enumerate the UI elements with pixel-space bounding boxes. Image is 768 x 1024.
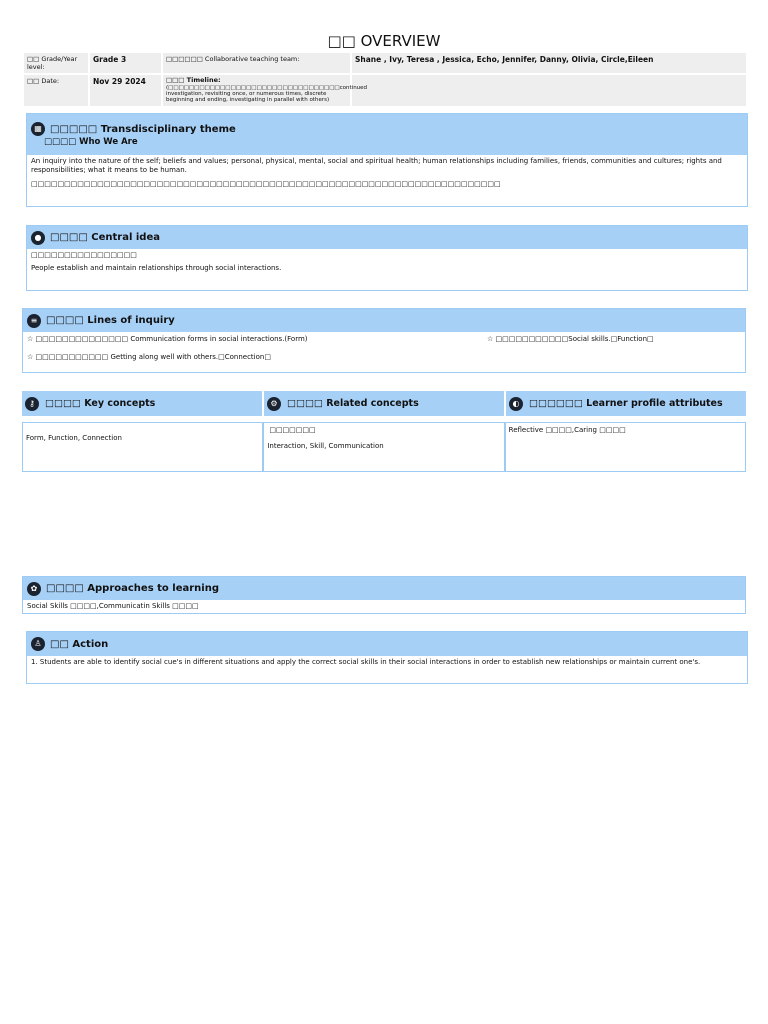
related-concepts-body xyxy=(263,422,504,472)
theme-text-en: An inquiry into the nature of the self; beliefs and values; personal, physical, mental, social and spiritual health; human relationships including families, friends, communities and cultures; rights and responsibilities; what it means to be human. xyxy=(31,157,722,175)
head-icon: ◐ xyxy=(509,397,523,411)
central-idea-zh: □□□□□□□□□□□□□□□□ xyxy=(31,251,137,259)
theme-header xyxy=(27,114,747,155)
timeline-value: (□□□□□□□□□□□□□□□□□□□□□□□□□□□□□□□□□continued investigation, revisiting once, or numerous times, discrete beginning and ending, investigating in parallel with others) xyxy=(166,84,368,104)
theme-subtitle: □□□□ Who We Are xyxy=(44,137,138,147)
lines-of-inquiry-section xyxy=(22,308,746,373)
central-idea-en: People establish and maintain relationships through social interactions. xyxy=(31,264,282,273)
key-concepts-title: □□□□ Key concepts xyxy=(45,398,156,409)
key-concepts-text: Form, Function, Connection xyxy=(26,434,122,442)
central-idea-title: □□□□ Central idea xyxy=(50,232,160,243)
related-concepts-header xyxy=(264,391,506,416)
related-concepts-title: □□□□ Related concepts xyxy=(287,398,419,409)
grade-label: □□ Grade/Year level: xyxy=(23,52,89,74)
page-title: □□ OVERVIEW xyxy=(327,32,441,50)
related-concepts-zh: □□□□□□□ xyxy=(269,426,316,434)
learner-profile-title: □□□□□□ Learner profile attributes xyxy=(529,398,723,409)
timeline-cell xyxy=(162,74,368,106)
unit-info-table xyxy=(22,51,748,108)
palette-icon: ✿ xyxy=(27,582,41,596)
team-label: □□□□□□ Collaborative teaching team: xyxy=(162,52,351,74)
lightbulb-icon: ● xyxy=(31,231,45,245)
walking-icon: ♙ xyxy=(31,637,45,651)
central-idea-section xyxy=(26,225,748,291)
approaches-section xyxy=(22,576,746,614)
action-header xyxy=(27,632,747,656)
concepts-bodies xyxy=(22,422,746,472)
theme-title: □□□□□ Transdisciplinary theme xyxy=(50,123,236,135)
inquiry-line-2: ☆ □□□□□□□□□□□Social skills.□Function□ xyxy=(487,335,654,343)
key-concepts-header xyxy=(22,391,264,416)
central-idea-header xyxy=(27,226,747,249)
approaches-header xyxy=(23,577,745,600)
theme-body xyxy=(27,155,747,196)
lines-of-inquiry-body xyxy=(23,332,745,375)
inquiry-line-3: ☆ □□□□□□□□□□□ Getting along well with others.□Connection□ xyxy=(27,353,271,362)
theme-text-zh: □□□□□□□□□□□□□□□□□□□□□□□□□□□□□□□□□□□□□□□□□□□□□□□□□□□□□□□□□□□□□□□□□□□□□□□ xyxy=(31,179,501,188)
team-value: Shane , Ivy, Teresa , Jessica, Echo, Jennifer, Danny, Olivia, Circle,Eileen xyxy=(351,52,747,74)
grade-value: Grade 3 xyxy=(89,52,162,74)
action-body xyxy=(27,656,747,674)
related-concepts-text: Interaction, Skill, Communication xyxy=(267,441,384,450)
list-icon: ≡ xyxy=(27,314,41,328)
approaches-text: Social Skills □□□□,Communicatin Skills □□□□ xyxy=(27,602,199,610)
learner-profile-header xyxy=(506,391,746,416)
theme-section xyxy=(26,113,748,207)
approaches-body xyxy=(23,600,745,618)
lines-of-inquiry-title: □□□□ Lines of inquiry xyxy=(46,315,175,326)
learner-profile-body xyxy=(505,422,746,472)
central-idea-body xyxy=(27,249,747,281)
key-concepts-body xyxy=(22,422,263,472)
action-title: □□ Action xyxy=(50,638,109,650)
date-label: □□ Date: xyxy=(23,74,89,106)
inquiry-line-1: ☆ □□□□□□□□□□□□□□ Communication forms in social interactions.(Form) xyxy=(27,335,308,343)
concepts-headers xyxy=(22,391,746,416)
action-text: 1. Students are able to identify social cue's in different situations and apply the correct social skills in their social interactions in order to establish new relationships or maintain current one's. xyxy=(31,658,701,666)
key-icon: ⚷ xyxy=(25,397,39,411)
concepts-section xyxy=(22,391,746,472)
grid-icon: ▦ xyxy=(31,122,45,136)
lines-of-inquiry-header xyxy=(23,309,745,332)
timeline-label: □□□ Timeline: xyxy=(166,76,221,85)
date-value: Nov 29 2024 xyxy=(89,74,162,106)
action-section xyxy=(26,631,748,684)
learner-profile-text: Reflective □□□□,Caring □□□□ xyxy=(508,426,626,434)
approaches-title: □□□□ Approaches to learning xyxy=(46,583,219,594)
blank-cell xyxy=(351,74,747,106)
gears-icon: ⚙ xyxy=(267,397,281,411)
